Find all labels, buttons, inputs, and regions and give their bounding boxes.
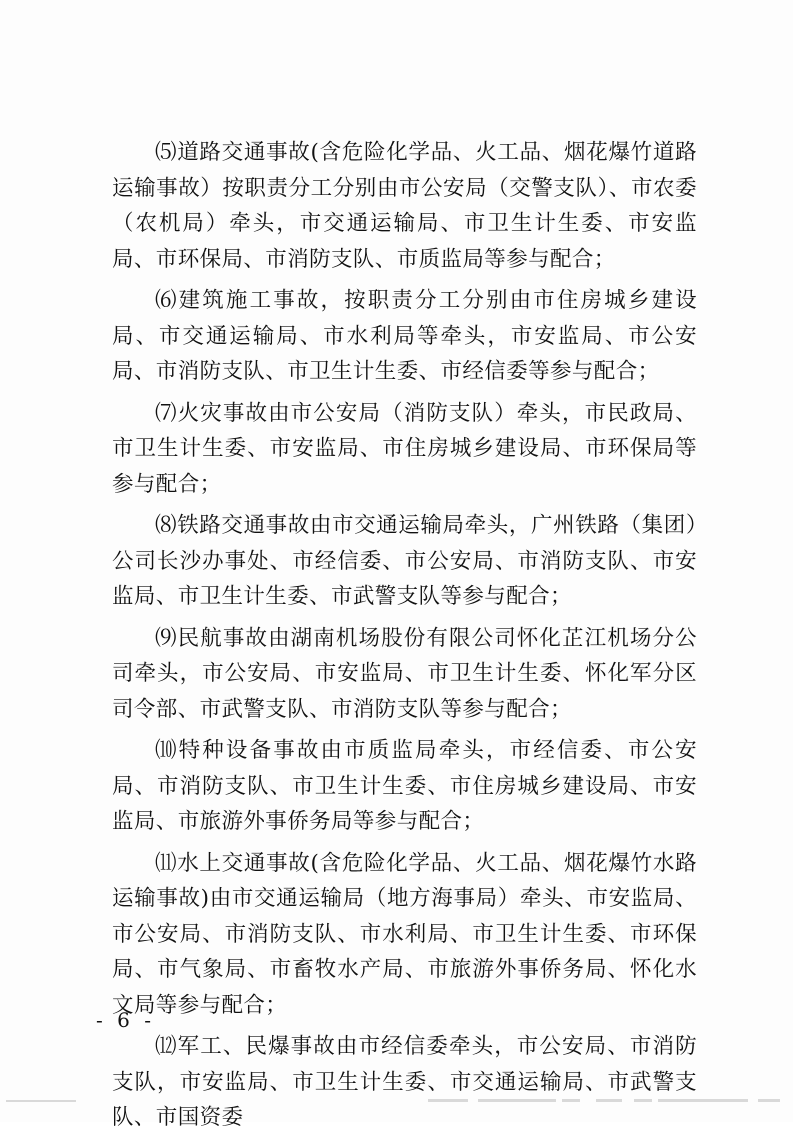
- paragraph-military-explosives-accident: ⑿军工、民爆事故由市经信委牵头，市公安局、市消防支队，市安监局、市卫生计生委、市交通运输局、市武警支队、市国资委: [112, 1034, 697, 1130]
- paragraph-road-traffic-accident: ⑸道路交通事故(含危险化学品、火工品、烟花爆竹道路运输事故）按职责分工分别由市公安局（交警支队）、市农委（农机局）牵头，市交通运输局、市卫生计生委、市安监局、市环保局、市消防支队、市质监局等参与配合；: [112, 140, 697, 272]
- paragraph-construction-accident: ⑹建筑施工事故，按职责分工分别由市住房城乡建设局、市交通运输局、市水利局等牵头，市安监局、市公安局、市消防支队、市卫生计生委、市经信委等参与配合；: [112, 288, 697, 384]
- paragraph-water-traffic-accident: ⑾水上交通事故(含危险化学品、火工品、烟花爆竹水路运输事故)由市交通运输局（地方海事局）牵头、市安监局、市公安局、市消防支队、市水利局、市卫生计生委、市环保局、市气象局、市畜牧水产局、市旅游外事侨务局、怀化水文局等参与配合；: [112, 850, 697, 1018]
- paragraph-fire-accident: ⑺火灾事故由市公安局（消防支队）牵头，市民政局、市卫生计生委、市安监局、市住房城乡建设局、市环保局等参与配合；: [112, 400, 697, 497]
- paragraph-civil-aviation-accident: ⑼民航事故由湖南机场股份有限公司怀化芷江机场分公司牵头，市公安局、市安监局、市卫生计生委、怀化军分区司令部、市武警支队、市消防支队等参与配合；: [112, 625, 697, 722]
- paragraph-railway-accident: ⑻铁路交通事故由市交通运输局牵头，广州铁路（集团）公司长沙办事处、市经信委、市公安局、市消防支队、市安监局、市卫生计生委、市武警支队等参与配合；: [112, 513, 697, 609]
- scan-noise-strip: [0, 1095, 793, 1107]
- document-body: [112, 135, 697, 1142]
- page-number: - 6 -: [96, 1008, 155, 1032]
- paragraph-special-equipment-accident: ⑽特种设备事故由市质监局牵头，市经信委、市公安局、市消防支队、市卫生计生委、市住房城乡建设局、市安监局、市旅游外事侨务局等参与配合；: [112, 738, 697, 834]
